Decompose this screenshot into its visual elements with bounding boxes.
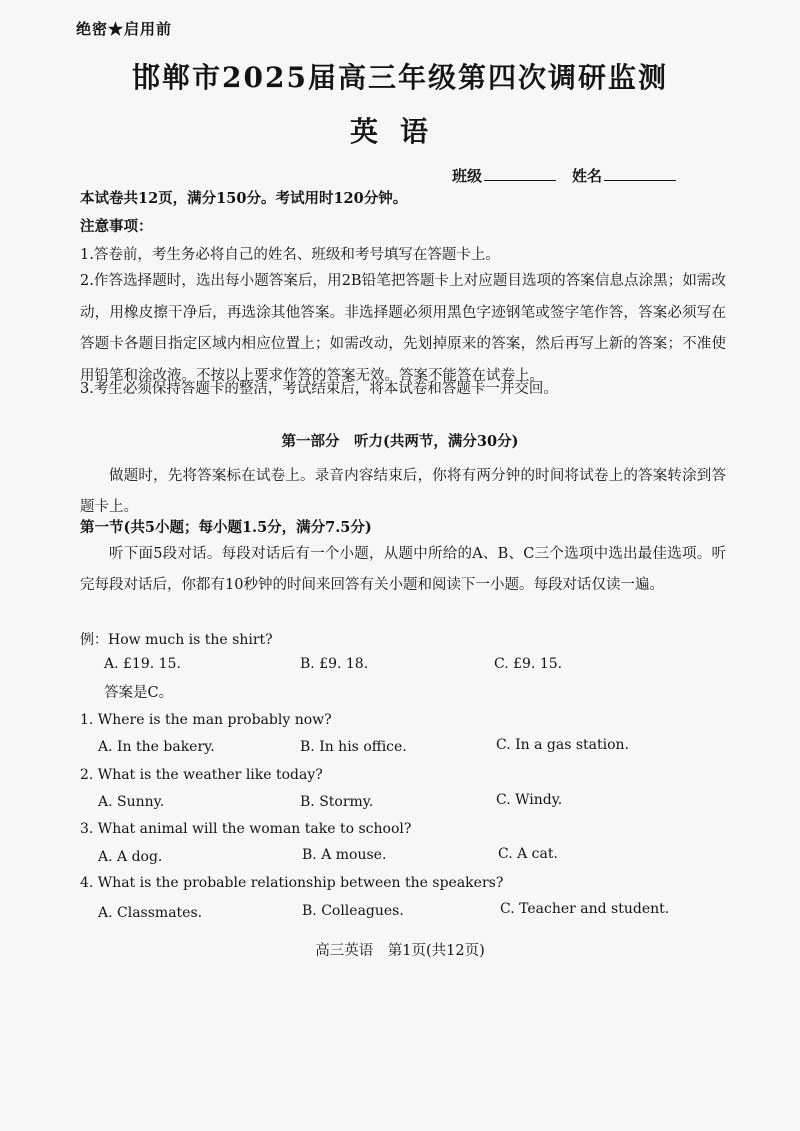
q1-option-c: C. In a gas station.	[496, 737, 630, 753]
exam-intro: 本试卷共12页，满分150分。考试用时120分钟。	[80, 190, 408, 207]
question-2: 2. What is the weather like today?	[80, 767, 323, 783]
q2-option-b: B. Stormy.	[300, 794, 374, 810]
class-blank	[484, 164, 556, 181]
q2-option-c: C. Windy.	[496, 792, 563, 808]
question-3: 3. What animal will the woman take to school?	[80, 821, 412, 837]
subject-title: 英语	[349, 115, 450, 148]
q1-option-b: B. In his office.	[300, 739, 407, 755]
exam-title: 邯郸市2025届高三年级第四次调研监测	[132, 61, 668, 94]
name-blank	[604, 164, 676, 181]
question-4: 4. What is the probable relationship between the speakers?	[80, 875, 504, 891]
q4-option-c: C. Teacher and student.	[500, 901, 670, 917]
question-1: 1. Where is the man probably now?	[80, 712, 332, 728]
class-label: 班级	[452, 167, 483, 185]
q3-option-b: B. A mouse.	[302, 847, 387, 863]
example-option-b: B. £9. 18.	[300, 656, 369, 672]
notice-item-2: 2.作答选择题时，选出每小题答案后，用2B铅笔把答题卡上对应题目选项的答案信息点涂黑；如需改动，用橡皮擦干净后，再选涂其他答案。非选择题必须用黑色字迹钢笔或签字笔作答，答案必须写在答题卡各题目指定区域内相应位置上；如需改动，先划掉原来的答案，然后再写上新的答案；不准使用铅笔和涂改液。不按以上要求作答的答案无效。答案不能答在试卷上。	[80, 273, 726, 384]
q3-option-a: A. A dog.	[98, 849, 163, 865]
q3-option-c: C. A cat.	[498, 846, 558, 862]
notice-heading: 注意事项：	[80, 218, 153, 235]
page-footer: 高三英语 第1页(共12页)	[315, 943, 485, 959]
section1-instruction: 听下面5段对话。每段对话后有一个小题，从题中所给的A、B、C三个选项中选出最佳选项。听完每段对话后，你都有10秒钟的时间来回答有关小题和阅读下一小题。每段对话仅读一遍。	[80, 546, 726, 593]
q4-option-a: A. Classmates.	[98, 905, 203, 921]
notice-item-3: 3.考生必须保持答题卡的整洁，考试结束后，将本试卷和答题卡一并交回。	[80, 381, 558, 397]
example-question: 例：How much is the shirt?	[80, 632, 273, 648]
name-label: 姓名	[572, 167, 603, 185]
part1-heading: 第一部分 听力(共两节，满分30分)	[281, 433, 519, 450]
student-info-fields	[452, 164, 692, 186]
confidential-label: 绝密★启用前	[76, 20, 173, 38]
q2-option-a: A. Sunny.	[98, 794, 165, 810]
example-answer: 答案是C。	[104, 685, 174, 701]
q4-option-b: B. Colleagues.	[302, 903, 404, 919]
notice-item-1: 1.答卷前，考生务必将自己的姓名、班级和考号填写在答题卡上。	[80, 247, 500, 263]
q1-option-a: A. In the bakery.	[98, 739, 215, 755]
section1-heading: 第一节(共5小题；每小题1.5分，满分7.5分)	[80, 519, 372, 536]
example-option-a: A. £19. 15.	[104, 656, 181, 672]
part1-instruction: 做题时，先将答案标在试卷上。录音内容结束后，你将有两分钟的时间将试卷上的答案转涂到答题卡上。	[80, 468, 726, 515]
example-option-c: C. £9. 15.	[494, 656, 563, 672]
